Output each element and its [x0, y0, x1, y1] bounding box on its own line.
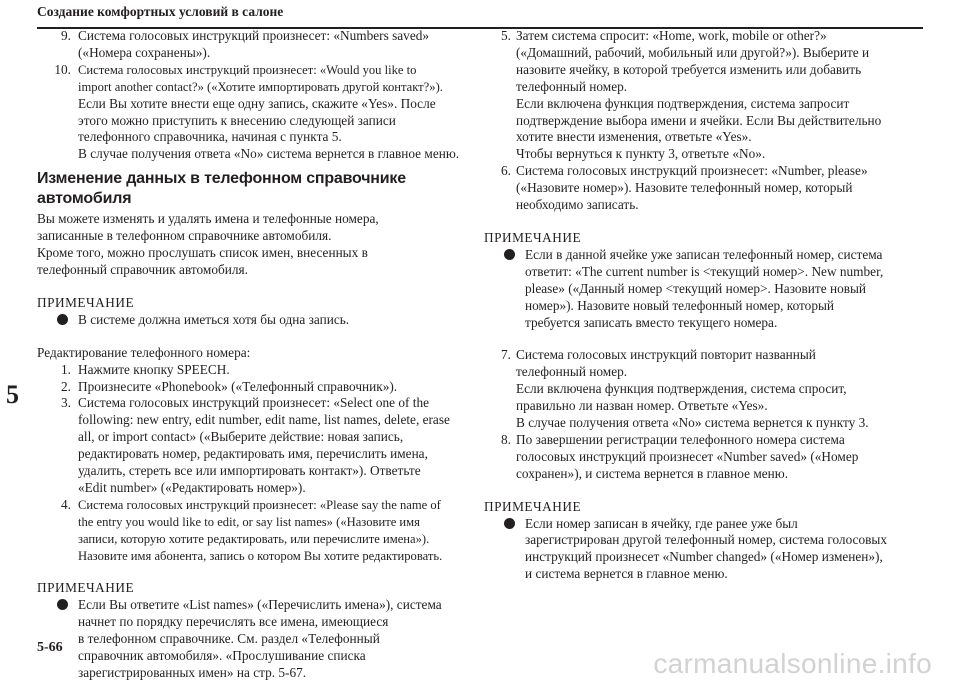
step-line: В случае получения ответа «No» система вернется в главное меню. — [78, 146, 460, 162]
step-line: («Домашний, рабочий, мобильный или другой?»). Выберите и — [516, 44, 870, 60]
intro-paragraph — [37, 211, 467, 279]
step-5 — [484, 28, 924, 163]
note-label: ПРИМЕЧАНИЕ — [484, 229, 582, 245]
step-number: 4. — [61, 496, 71, 512]
step-number: 5. — [501, 28, 511, 43]
step-2 — [37, 379, 467, 396]
step-line: («Назовите номер»). Назовите телефонный номер, который — [516, 180, 853, 196]
step-line: этого можно приступить к внесению следующей записи — [78, 112, 396, 128]
step-line: import another contact?» («Хотите импортировать другой контакт?»). — [78, 79, 443, 94]
step-line: Чтобы вернуться к пункту 3, ответьте «No». — [516, 146, 766, 162]
step-number: 1. — [61, 361, 71, 377]
step-line: Назовите имя абонента, запись о котором Вы хотите редактировать. — [78, 548, 443, 563]
note-line: начнет по порядку перечислять все имена, имеющиеся — [78, 614, 389, 630]
note-label: ПРИМЕЧАНИЕ — [37, 580, 135, 596]
intro-line: Вы можете изменять и удалять имена и телефонные номера, — [37, 211, 379, 227]
step-line: Система голосовых инструкций произнесет: «Select one of the — [78, 395, 430, 411]
note-bullet — [37, 312, 467, 329]
step-9 — [37, 28, 467, 62]
step-line: Если Вы хотите внести еще одну запись, скажите «Yes». После — [78, 95, 436, 111]
note-line: номер»). Назовите новый телефонный номер, который — [525, 297, 835, 313]
step-line: following: new entry, edit number, edit name, list names, delete, erase — [78, 412, 450, 428]
note-label: ПРИМЕЧАНИЕ — [37, 294, 135, 310]
step-line: Система голосовых инструкций произнесет: «Numbers saved» — [78, 28, 430, 43]
step-line: Система голосовых инструкций произнесет: «Would you like to — [78, 62, 417, 77]
step-line: «Edit number» («Редактировать номер»). — [78, 479, 306, 495]
bullet-icon — [504, 518, 515, 529]
note-bullet — [484, 247, 924, 332]
step-line: Система голосовых инструкций произнесет: «Please say the name of — [78, 497, 441, 512]
step-line: По завершении регистрации телефонного номера система — [516, 431, 845, 447]
step-line: Произнесите «Phonebook» («Телефонный справочник»). — [78, 378, 398, 394]
step-line: сохранен»), и система вернется в главное меню. — [516, 465, 789, 481]
step-line: Система голосовых инструкций повторит названный — [516, 347, 816, 363]
note-line: В системе должна иметься хотя бы одна запись. — [78, 311, 350, 327]
step-line: подтверждение выбора имени и ячейки. Если Вы действительно — [516, 112, 882, 128]
note-line: Если номер записан в ячейку, где ранее уже был — [525, 515, 798, 531]
intro-line: телефонный справочник автомобиля. — [37, 261, 248, 277]
left-column — [37, 28, 467, 682]
bullet-icon — [504, 249, 515, 260]
step-line: В случае получения ответа «No» система вернется к пункту 3. — [516, 415, 869, 431]
step-number: 8. — [501, 431, 511, 447]
step-line: Если включена функция подтверждения, система запросит — [516, 95, 850, 111]
step-line: («Номера сохранены»). — [78, 44, 211, 60]
step-6 — [484, 163, 924, 214]
section-heading: Изменение данных в телефонном справочнике автомобиля — [37, 170, 406, 208]
note-line: инструкций произнесет «Number changed» («Номер изменен»), — [525, 549, 883, 565]
step-number: 2. — [61, 378, 71, 394]
step-7 — [484, 347, 924, 432]
note-line: Если в данной ячейке уже записан телефонный номер, система — [525, 246, 883, 262]
step-line: необходимо записать. — [516, 197, 639, 213]
edit-title: Редактирование телефонного номера: — [37, 344, 251, 360]
note-line: зарегистрирован другой телефонный номер, система голосовых — [525, 532, 887, 548]
note-bullet — [37, 597, 467, 682]
step-line: телефонного справочника, начиная с пункта 5. — [78, 129, 342, 145]
step-line: телефонный номер. — [516, 78, 628, 94]
step-line: Нажмите кнопку SPEECH. — [78, 361, 230, 377]
step-8 — [484, 432, 924, 483]
step-line: телефонный номер. — [516, 364, 628, 380]
step-line: редактировать номер, редактировать имя, перечислить имена, — [78, 446, 428, 462]
watermark: carmanualsonline.info — [653, 648, 932, 679]
step-line: хотите внести изменения, ответьте «Yes». — [516, 129, 752, 145]
step-number: 3. — [61, 395, 71, 411]
step-4 — [37, 497, 467, 565]
note-bullet — [484, 516, 924, 584]
intro-line: Кроме того, можно прослушать список имен, внесенных в — [37, 245, 368, 261]
step-3 — [37, 395, 467, 496]
step-line: удалить, стереть все или импортировать контакт»). Ответьте — [78, 463, 421, 479]
note-line: требуется записать вместо текущего номера. — [525, 314, 778, 330]
bullet-icon — [57, 314, 68, 325]
right-column — [484, 28, 924, 583]
step-line: all, or import contact» («Выберите действие: новая запись, — [78, 429, 404, 445]
step-line: Система голосовых инструкций произнесет: «Number, please» — [516, 163, 868, 179]
note-line: в телефонном справочнике. См. раздел «Телефонный — [78, 631, 380, 647]
note-label: ПРИМЕЧАНИЕ — [484, 498, 582, 514]
step-line: правильно ли назван номер. Ответьте «Yes». — [516, 398, 768, 414]
step-line: голосовых инструкций произнесет «Number saved» («Номер — [516, 448, 859, 464]
chapter-tab-number: 5 — [6, 380, 19, 409]
step-line: Если включена функция подтверждения, система спросит, — [516, 381, 847, 397]
step-number: 9. — [61, 28, 71, 43]
step-line: записи, которую хотите редактировать, или перечислите имена»). — [78, 531, 430, 546]
note-line: зарегистрированных имен» на стр. 5-67. — [78, 665, 307, 680]
step-line: назовите ячейку, в которой требуется изменить или добавить — [516, 61, 862, 77]
running-header: Создание комфортных условий в салоне — [37, 4, 284, 19]
note-line: и система вернется в главное меню. — [525, 566, 728, 582]
chapter-tab — [0, 366, 28, 422]
step-number: 6. — [501, 163, 511, 179]
step-number: 7. — [501, 347, 511, 363]
note-line: ответит: «The current number is <текущий номер>. New number, — [525, 263, 884, 279]
step-line: Затем система спросит: «Home, work, mobile or other?» — [516, 28, 827, 43]
page-number: 5-66 — [37, 640, 63, 655]
step-1 — [37, 362, 467, 379]
note-line: Если Вы ответите «List names» («Перечислить имена»), система — [78, 597, 442, 613]
intro-line: записанные в телефонном справочнике автомобиля. — [37, 228, 332, 244]
step-number: 10. — [54, 61, 71, 77]
step-line: the entry you would like to edit, or say list names» («Назовите имя — [78, 514, 420, 529]
note-line: справочник автомобиля». «Прослушивание списка — [78, 648, 366, 664]
bullet-icon — [57, 599, 68, 610]
step-10 — [37, 62, 467, 163]
note-line: please» («Данный номер <текущий номер>. Назовите новый — [525, 280, 867, 296]
